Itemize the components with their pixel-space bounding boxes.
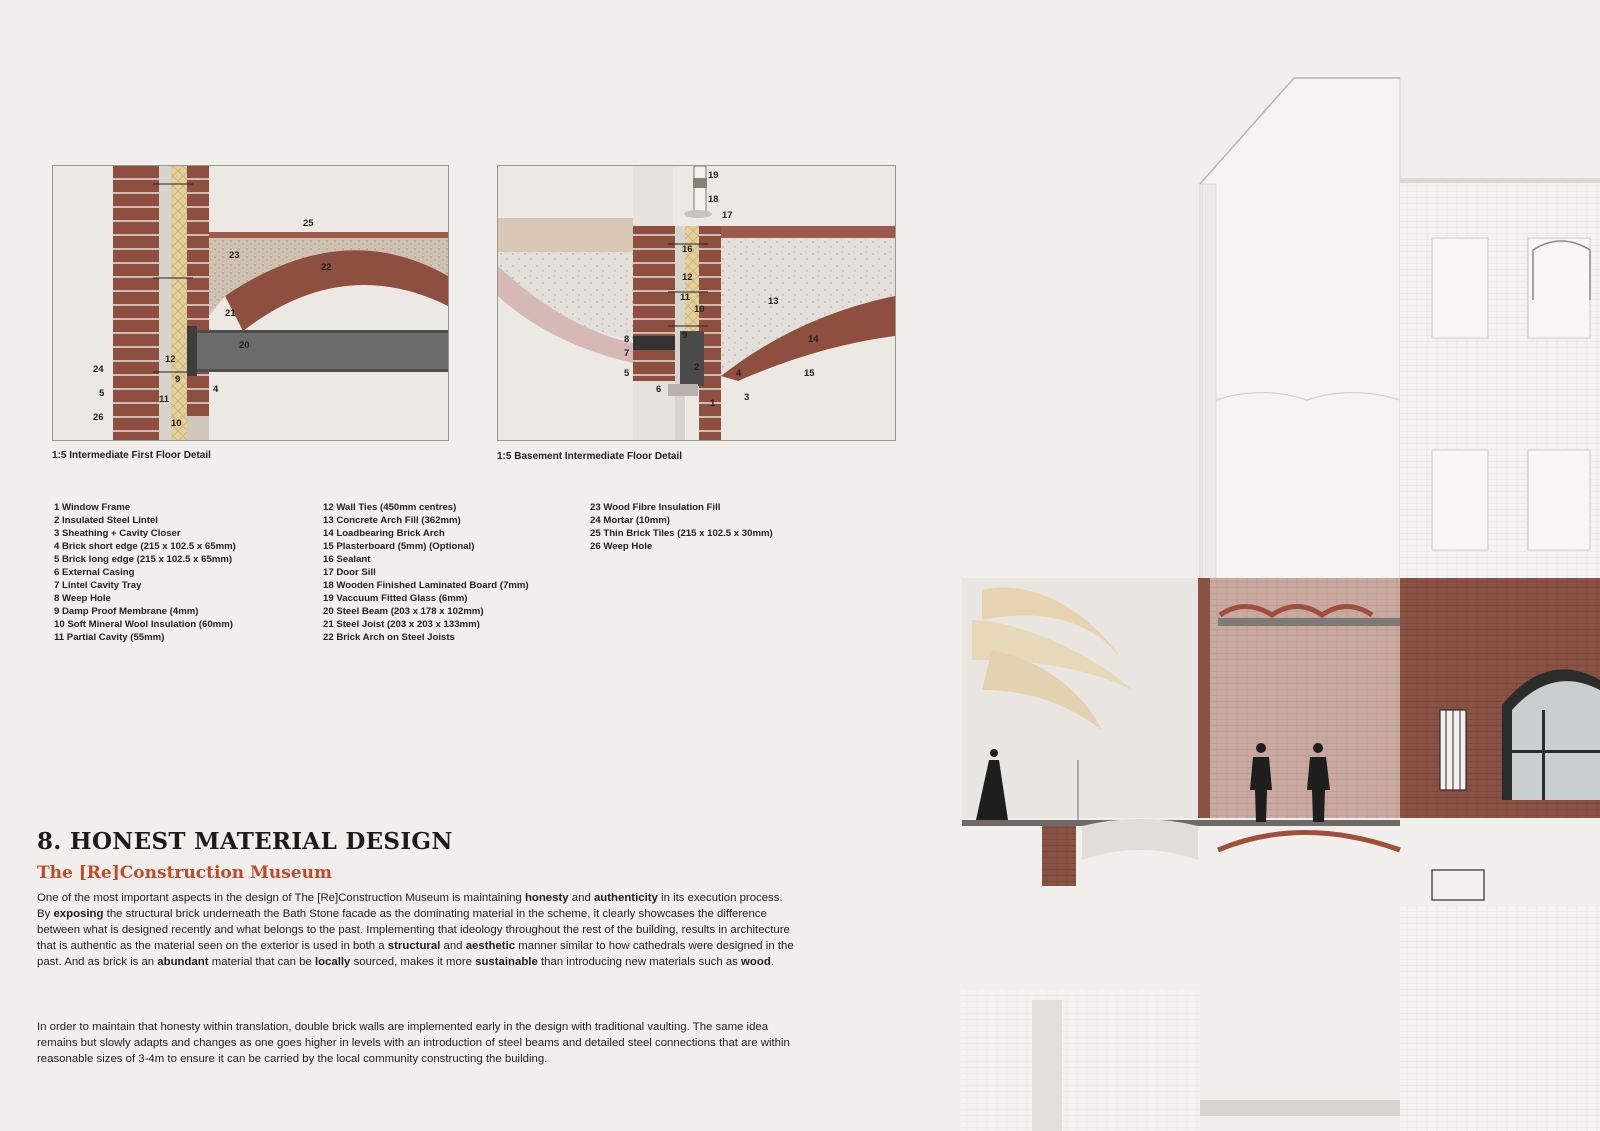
- section-subtitle: The [Re]Construction Museum: [37, 863, 332, 883]
- detail1-label-24: 24: [93, 364, 104, 375]
- detail2-label-12: 12: [682, 272, 693, 283]
- body-text-run: in its execution process. By: [37, 892, 783, 920]
- legend-item: 7 Lintel Cavity Tray: [54, 580, 142, 591]
- detail1-label-25: 25: [303, 218, 314, 229]
- detail2-label-3: 3: [744, 392, 750, 403]
- legend-item: 14 Loadbearing Brick Arch: [323, 528, 445, 539]
- detail2-label-17: 17: [722, 210, 733, 221]
- legend-item: 10 Soft Mineral Wool Insulation (60mm): [54, 619, 233, 630]
- legend-item: 8 Weep Hole: [54, 593, 111, 604]
- legend-item: 17 Door Sill: [323, 567, 376, 578]
- legend-column-1: [54, 501, 236, 644]
- building-section-elevation: [962, 60, 1600, 1131]
- legend-item: 20 Steel Beam (203 x 178 x 102mm): [323, 606, 484, 617]
- legend-item: 22 Brick Arch on Steel Joists: [323, 632, 455, 643]
- emphasis-text: structural: [387, 940, 441, 952]
- detail2-label-6: 6: [656, 384, 662, 395]
- emphasis-text: exposing: [53, 908, 104, 920]
- detail1-label-10: 10: [171, 418, 182, 429]
- detail2-label-11: 11: [680, 292, 691, 303]
- section-title: 8. HONEST MATERIAL DESIGN: [37, 828, 453, 855]
- legend-item: 2 Insulated Steel Lintel: [54, 515, 158, 526]
- detail2-label-5: 5: [624, 368, 630, 379]
- legend-item: 9 Damp Proof Membrane (4mm): [54, 606, 199, 617]
- legend-item: 25 Thin Brick Tiles (215 x 102.5 x 30mm): [590, 528, 773, 539]
- legend-item: 3 Sheathing + Cavity Closer: [54, 528, 181, 539]
- detail2-label-16: 16: [682, 244, 693, 255]
- detail1-label-22: 22: [321, 262, 332, 273]
- detail1-label-12: 12: [165, 354, 176, 365]
- detail2-label-14: 14: [808, 334, 819, 345]
- legend-item: 15 Plasterboard (5mm) (Optional): [323, 541, 475, 552]
- detail2-label-15: 15: [804, 368, 815, 379]
- legend-item: 18 Wooden Finished Laminated Board (7mm): [323, 580, 529, 591]
- detail2-label-8: 8: [624, 334, 630, 345]
- detail2-label-10: 10: [694, 304, 705, 315]
- detail2-label-4: 4: [736, 368, 742, 379]
- emphasis-text: authenticity: [593, 892, 658, 904]
- detail2-label-13: 13: [768, 296, 779, 307]
- emphasis-text: honesty: [524, 892, 569, 904]
- detail1-label-4: 4: [213, 384, 219, 395]
- emphasis-text: aesthetic: [465, 940, 516, 952]
- legend-item: 19 Vaccuum Fitted Glass (6mm): [323, 593, 468, 604]
- emphasis-text: wood: [741, 956, 771, 968]
- legend-item: 24 Mortar (10mm): [590, 515, 670, 526]
- emphasis-text: sustainable: [475, 956, 538, 968]
- detail1-label-20: 20: [239, 340, 250, 351]
- body-text-run: than introducing new materials such as: [537, 956, 742, 968]
- legend-item: 6 External Casing: [54, 567, 135, 578]
- body-text-run: material that can be: [208, 956, 315, 968]
- first-floor-detail-drawing: [52, 165, 449, 441]
- legend-item: 16 Sealant: [323, 554, 371, 565]
- detail2-label-2: 2: [694, 362, 700, 373]
- legend-column-2: [323, 501, 529, 644]
- detail1-label-21: 21: [225, 308, 236, 319]
- legend-item: 12 Wall Ties (450mm centres): [323, 502, 457, 513]
- body-text-run: the structural brick underneath the Bath Stone facade as the dominating material in the scheme, it clearly showcases the difference between what is designed recently and what belongs to the past. Implementing that ideology throughout the rest of the building, results in architecture that is authentic as the material seen on the exterior is used in both a: [37, 908, 790, 952]
- legend-column-3: [590, 501, 773, 553]
- detail1-label-11: 11: [159, 394, 170, 405]
- body-paragraph-2: In order to maintain that honesty within translation, double brick walls are implemented early in the design with traditional vaulting. The same idea remains but slowly adapts and changes as one goes higher in levels with an introduction of steel beams and detailed steel connections that are within reasonable sizes of 3-4m to ensure it can be carried by the local community constructing the building.: [37, 1021, 790, 1065]
- detail1-label-26: 26: [93, 412, 104, 423]
- body-paragraph-1: [37, 890, 797, 970]
- body-text-run: One of the most important aspects in the design of The [Re]Construction Museum is maintaining: [37, 892, 525, 904]
- detail1-label-23: 23: [229, 250, 240, 261]
- detail1-caption: 1:5 Intermediate First Floor Detail: [52, 450, 211, 461]
- legend-item: 26 Weep Hole: [590, 541, 653, 552]
- body-text-run: manner similar to how cathedrals were designed in the past. And as brick is an: [37, 940, 794, 968]
- legend-item: 13 Concrete Arch Fill (362mm): [323, 515, 461, 526]
- legend-item: 5 Brick long edge (215 x 102.5 x 65mm): [54, 554, 233, 565]
- emphasis-text: locally: [314, 956, 351, 968]
- detail2-caption: 1:5 Basement Intermediate Floor Detail: [497, 451, 683, 462]
- legend-item: 4 Brick short edge (215 x 102.5 x 65mm): [54, 541, 236, 552]
- body-text-run: and: [440, 940, 466, 952]
- detail1-label-9: 9: [175, 374, 181, 385]
- detail2-label-7: 7: [624, 348, 630, 359]
- emphasis-text: abundant: [157, 956, 209, 968]
- legend-item: 23 Wood Fibre Insulation Fill: [590, 502, 721, 513]
- detail2-label-18: 18: [708, 194, 719, 205]
- detail2-label-1: 1: [710, 398, 716, 409]
- detail1-label-5: 5: [99, 388, 105, 399]
- basement-floor-detail-drawing: [497, 165, 896, 441]
- body-text-run: and: [568, 892, 594, 904]
- legend-item: 11 Partial Cavity (55mm): [54, 632, 165, 643]
- body-text-run: sourced, makes it more: [350, 956, 476, 968]
- legend-item: 21 Steel Joist (203 x 203 x 133mm): [323, 619, 480, 630]
- legend-item: 1 Window Frame: [54, 502, 131, 513]
- detail2-label-9: 9: [682, 330, 688, 341]
- detail2-label-19: 19: [708, 170, 719, 181]
- body-text-run: .: [770, 956, 774, 968]
